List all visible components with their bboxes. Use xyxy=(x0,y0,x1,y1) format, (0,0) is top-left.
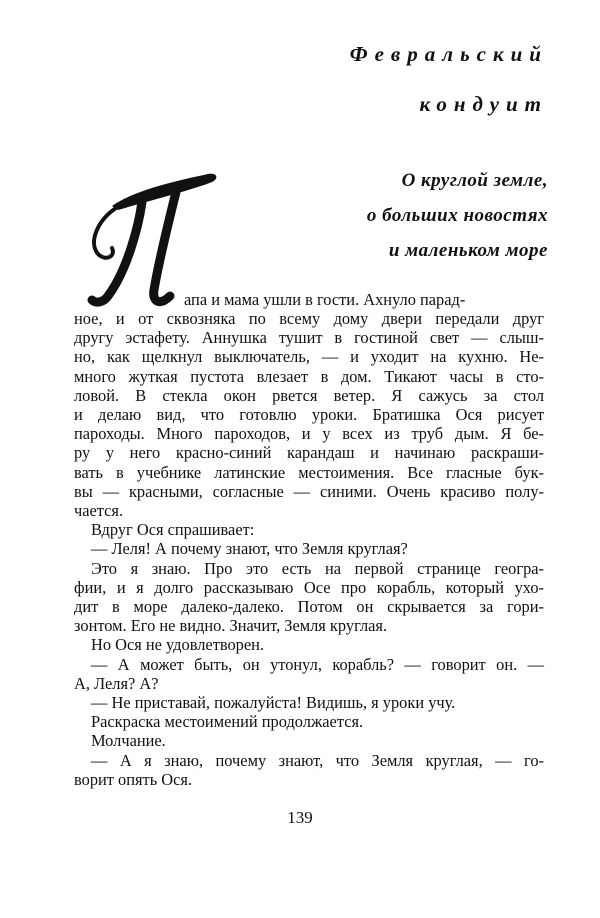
text-line: Молчание. xyxy=(91,731,166,751)
text-line: зонтом. Его не видно. Значит, Земля круглая. xyxy=(74,616,388,636)
subtitle-line-3: и маленьком море xyxy=(388,240,548,261)
text-line: А, Леля? А? xyxy=(74,673,159,693)
text-line: Но Ося не удовлетворен. xyxy=(91,635,265,655)
text-line: Раскраска местоимений продолжается. xyxy=(91,712,364,732)
text-line: — Не приставай, пожалуйста! Видишь, я уроки учу. xyxy=(91,693,456,713)
text-line: ру у него красно-синий карандаш и начинаю раскраши- xyxy=(74,443,544,463)
text-line: пароходы. Много пароходов, и у всех из труб дым. Я бе- xyxy=(74,424,544,444)
text-line: чается. xyxy=(74,501,124,521)
chapter-title-line-1: Февральский xyxy=(349,42,548,66)
text-line: — Леля! А почему знают, что Земля круглая? xyxy=(91,539,408,559)
first-line-text: апа и мама ушли в гости. Ахнуло парад- xyxy=(184,290,466,309)
text-line: — А может быть, он утонул, корабль? — говорит он. — xyxy=(91,654,544,674)
subtitle-line-2: о больших новостях xyxy=(366,205,548,226)
body-text xyxy=(74,309,544,789)
text-line: ловой. В стекла окон рвется ветер. Я сажусь за стол xyxy=(74,385,544,405)
text-line: вать в учебнике латинские местоимения. Все гласные бук- xyxy=(74,462,544,482)
text-line: дит в море далеко-далеко. Потом он скрывается за гори- xyxy=(74,597,544,617)
page-number: 139 xyxy=(287,808,313,827)
subtitle-line-1: О круглой земле, xyxy=(401,170,548,191)
text-line: — А я знаю, почему знают, что Земля круглая, — го- xyxy=(91,750,544,770)
chapter-title-line-2: кондуит xyxy=(419,92,548,116)
text-line: другу эстафету. Аннушка тушит в гостиной свет — слыш- xyxy=(74,328,544,348)
text-line: ворит опять Ося. xyxy=(74,769,193,789)
text-line: много жуткая пустота влезает в дом. Тикают часы в сто- xyxy=(74,366,544,386)
text-line: Вдруг Ося спрашивает: xyxy=(91,520,255,540)
text-line: и делаю вид, что готовлю уроки. Братишка Ося рисует xyxy=(74,405,544,425)
text-line: фии, и я долго рассказываю Осе про корабль, который ухо- xyxy=(74,577,544,597)
text-line: ное, и от сквозняка по всему дому двери передали друг xyxy=(74,309,544,328)
text-line: Это я знаю. Про это есть на первой странице геогра- xyxy=(91,558,544,578)
text-line: вы — красными, согласные — синими. Очень красиво полу- xyxy=(74,481,544,501)
text-line: но, как щелкнул выключатель, — и уходит на кухню. Не- xyxy=(74,347,544,367)
